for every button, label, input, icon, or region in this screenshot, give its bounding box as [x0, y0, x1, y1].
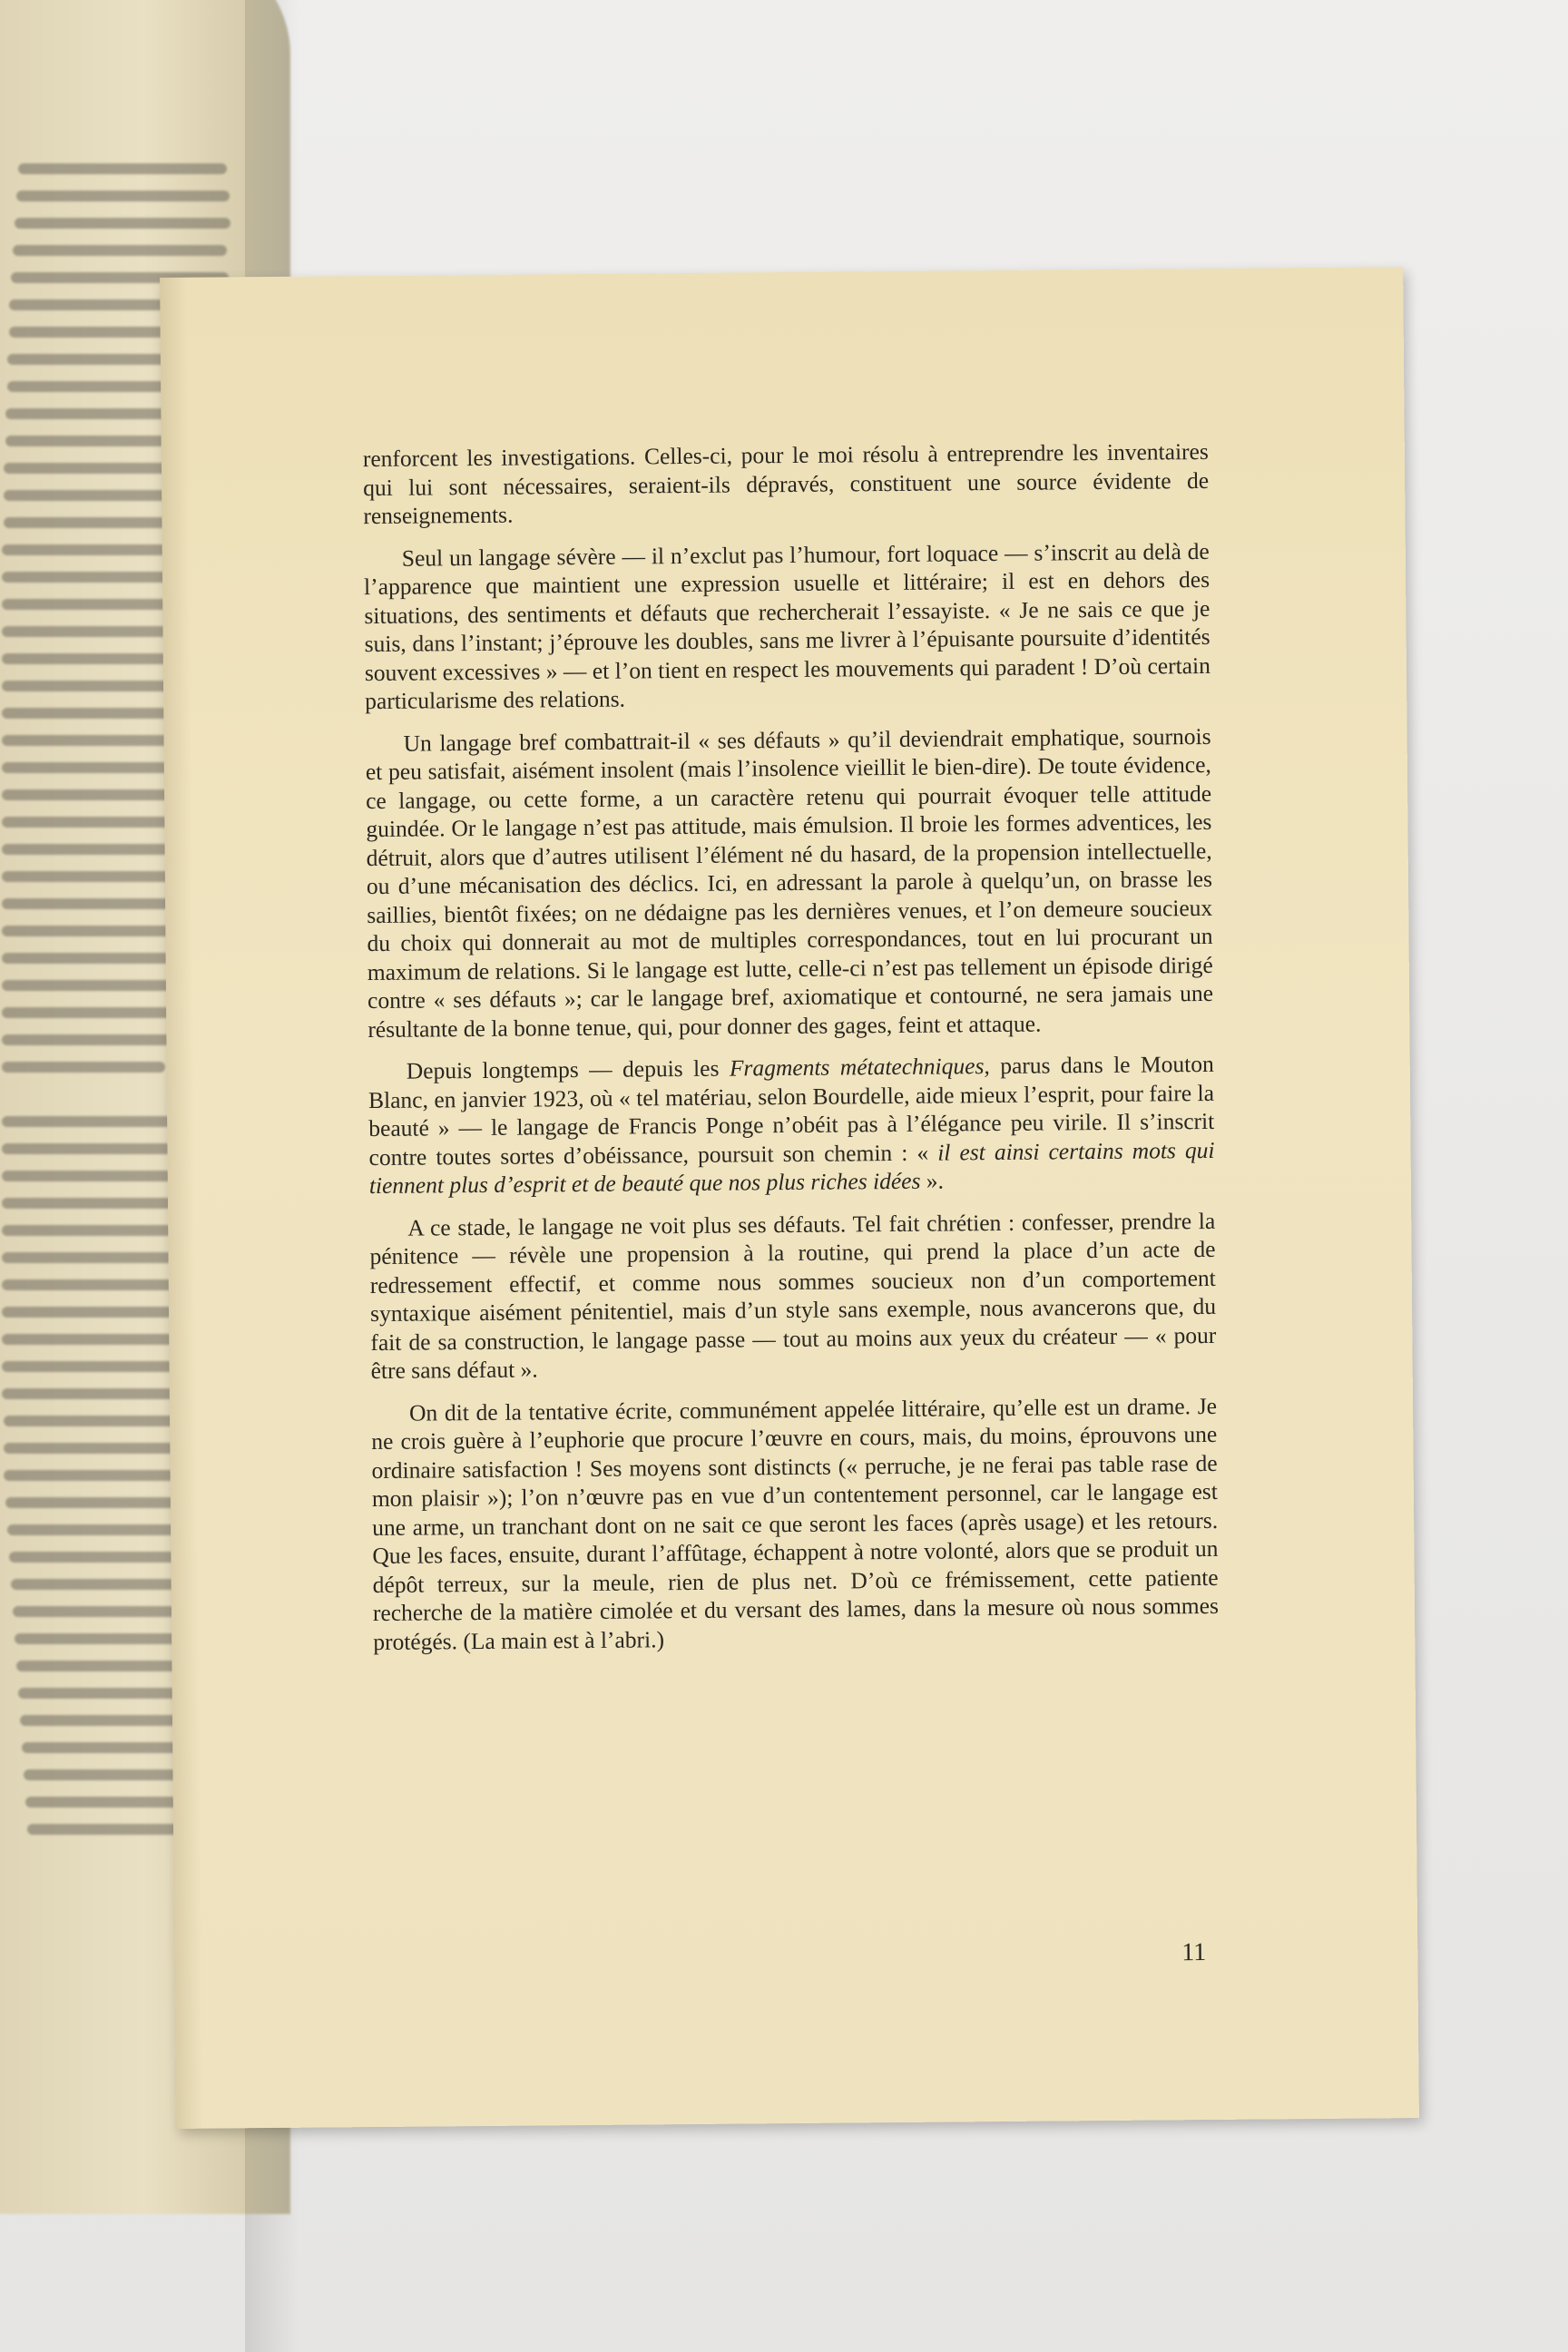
italic-text: il est ainsi certains mots qui tiennent plus d’esprit et de beauté que nos plus riches idées [368, 1136, 1215, 1200]
paragraph [369, 1206, 1217, 1385]
page-body-text [363, 437, 1220, 1670]
text-run: Seul un langage sévère — il n’exclut pas l’humour, fort loquace — s’inscrit au delà de l’apparence que maintient une expression usuelle et littéraire; il est en dehors des situations, des sentiments et défauts que rechercherait l’essayiste. « Je ne sais ce que je suis, dans l’instant; j’éprouve les doubles, sans me livrer à l’épuisante poursuite d’identités souvent excessives » — et l’on tient en respect les mouvements qui paradent ! D’où certain particularisme des relations. [363, 537, 1211, 715]
text-run: Un langage bref combattrait-il « ses défauts » qu’il deviendrait emphatique, sournois et peu satisfait, aisément insolent (mais l’insolence vieillit le bien-dire). De toute évidence, ce langage, ou cette forme, a un caractère retenu qui pourrait évoquer telle attitude guindée. Or le langage n’est pas attitude, mais émulsion. Il broie les formes adventices, les détruit, alors que d’autres utilisent l’élément né du hasard, de la propension intellectuelle, ou d’une mécanisation des déclics. Ici, en adressant la parole à quelqu’un, on brasse les saillies, bientôt fixées; on ne dédaigne pas les dernières venues, et l’on demeure soucieux du choix qui donnerait au mot de multiples correspondances, tout en lui procurant un maximum de relations. Si le langage est lutte, celle-ci n’est pas tellement un épisode dirigé contre « ses défauts »; car le langage bref, axiomatique et contourné, ne sera jamais une résultante de la bonne tenue, qui, pour donner des gages, feint et attaque. [365, 722, 1214, 1043]
page-number: 11 [1181, 1938, 1207, 1967]
text-run: renforcent les investigations. Celles-ci, pour le moi résolu à entreprendre les inventaires qui lui sont nécessaires, seraient-ils dépravés, constituent une source évidente de renseignements. [362, 437, 1210, 530]
book-page [160, 267, 1419, 2129]
paragraph [364, 536, 1211, 715]
text-run: On dit de la tentative écrite, communément appelée littéraire, qu’elle est un drame. Je ne crois guère à l’euphorie que procure l’œuvre en cours, mais, du moins, éprouvons une ordinaire satisfaction ! Ses moyens sont distincts (« perruche, je ne ferai pas table rase de mon plaisir »); l’on n’œuvre pas en vue d’un contentement personnel, car le langage est une arme, un tranchant dont on ne sait ce que seront les faces (après usage) et les retours. Que les faces, ensuite, durant l’affûtage, échappent à notre volonté, alors que se produit un dépôt terreux, sur la meule, rien de plus net. D’où ce frémissement, cette patiente recherche de la matière cimolée et du versant des lames, dans la mesure où nous sommes protégés. (La main est à l’abri.) [371, 1392, 1220, 1655]
text-run: A ce stade, le langage ne voit plus ses défauts. Tel fait chrétien : confesser, prendre la pénitence — révèle une propension à la routine, qui prend la place d’un acte de redressement effectif, et comme nous sommes soucieux non d’un comportement syntaxique aisément pénitentiel, mais d’un style sans exemple, nous avancerons que, du fait de sa construction, le langage passe — tout au moins aux yeux du créateur — « pour être sans défaut ». [369, 1207, 1217, 1385]
text-run: ». [920, 1167, 945, 1194]
paragraph [371, 1391, 1219, 1656]
paragraph [368, 1050, 1215, 1200]
text-run: Depuis longtemps — depuis les [406, 1054, 730, 1084]
paragraph [363, 437, 1210, 531]
italic-text: Fragments métatechniques, [729, 1053, 990, 1082]
paragraph [365, 721, 1213, 1044]
text-run: parus dans le Mouton Blanc, en janvier 1923, où « tel matériau, selon Bourdelle, aide mieux l’esprit, pour faire la beauté » — le langage de Francis Ponge n’obéit pas à l’élégance peu virile. Il s’inscrit contre toutes sortes d’obéissance, poursuit son chemin : « [368, 1050, 1215, 1171]
